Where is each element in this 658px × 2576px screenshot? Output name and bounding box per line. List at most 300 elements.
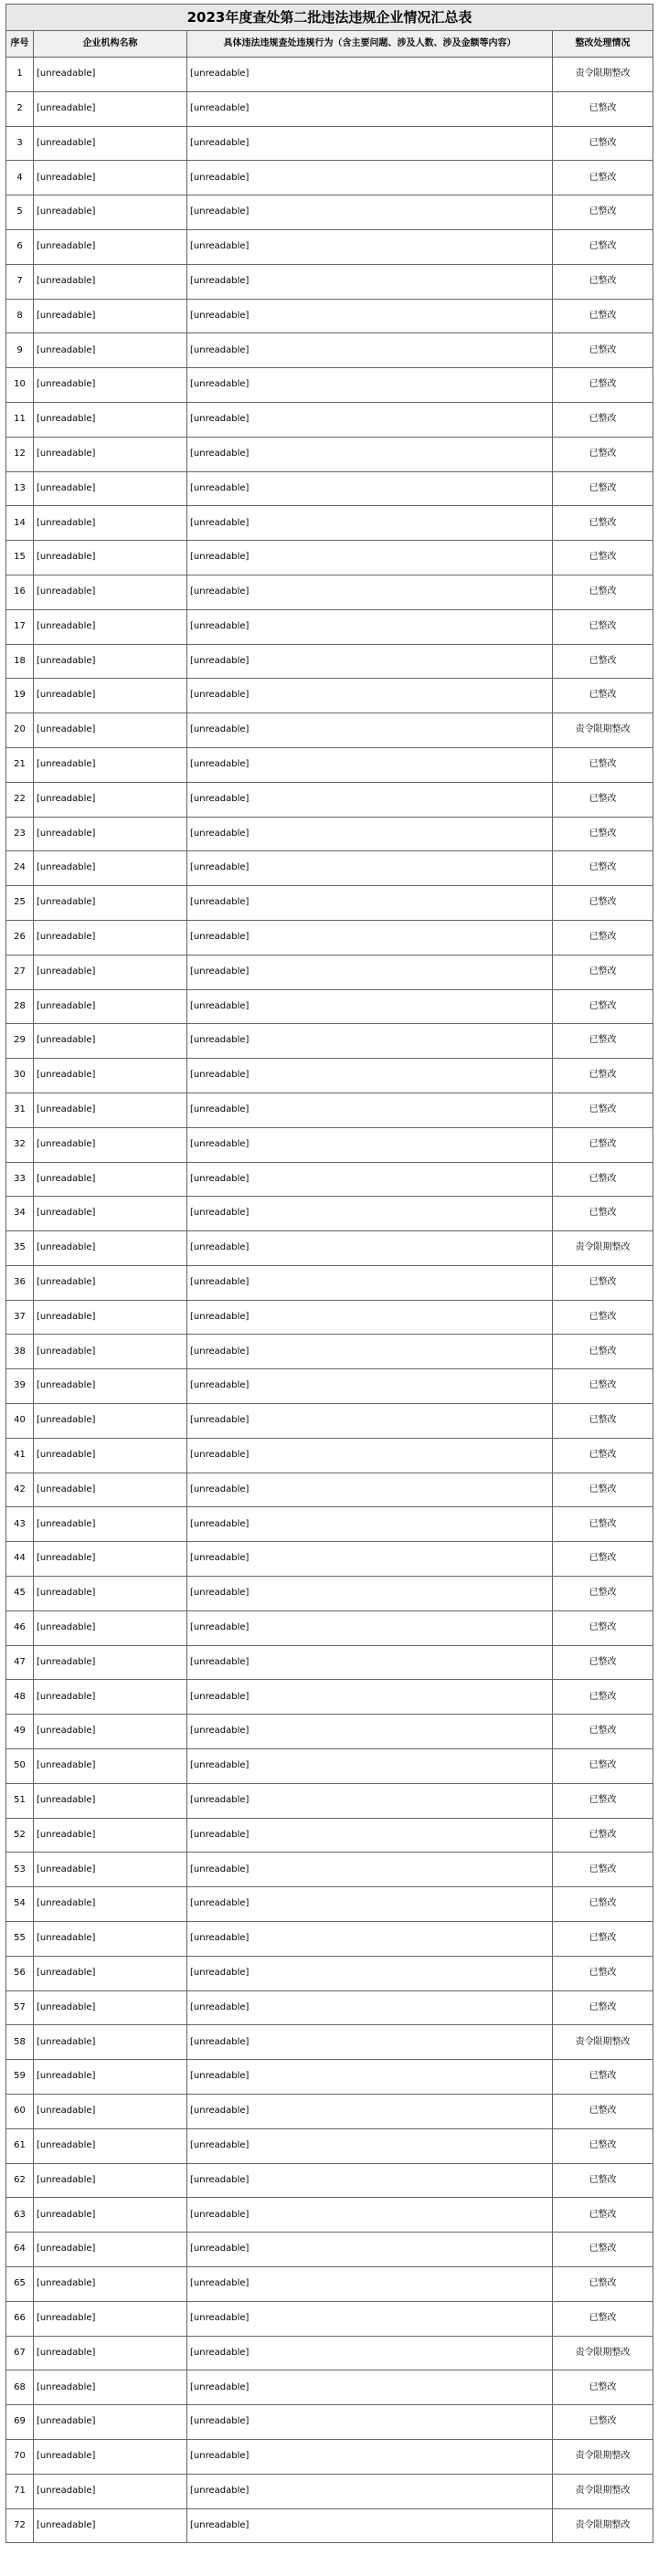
row-org: [unreadable]: [34, 2370, 187, 2405]
row-index: 27: [6, 955, 34, 989]
row-desc: [unreadable]: [187, 1369, 553, 1404]
row-index: 17: [6, 609, 34, 644]
row-org: [unreadable]: [34, 920, 187, 955]
row-index: 28: [6, 989, 34, 1024]
table-row: [6, 1990, 653, 2025]
row-desc: [unreadable]: [187, 644, 553, 679]
row-desc: [unreadable]: [187, 1335, 553, 1369]
row-index: 23: [6, 817, 34, 851]
row-status: 已整改: [553, 1749, 653, 1784]
row-status: 已整改: [553, 2267, 653, 2302]
row-org: [unreadable]: [34, 1059, 187, 1093]
table-row: [6, 955, 653, 989]
row-index: 69: [6, 2405, 34, 2440]
row-desc: [unreadable]: [187, 782, 553, 817]
table-row: [6, 2301, 653, 2336]
row-status: 已整改: [553, 264, 653, 299]
table-row: [6, 1369, 653, 1404]
row-desc: [unreadable]: [187, 1680, 553, 1715]
row-org: [unreadable]: [34, 541, 187, 575]
row-status: 已整改: [553, 1369, 653, 1404]
row-desc: [unreadable]: [187, 1265, 553, 1300]
table-row: [6, 2370, 653, 2405]
row-org: [unreadable]: [34, 575, 187, 609]
row-desc: [unreadable]: [187, 1749, 553, 1784]
row-org: [unreadable]: [34, 195, 187, 230]
table-row: [6, 1197, 653, 1231]
row-status: 已整改: [553, 886, 653, 921]
row-desc: [unreadable]: [187, 1127, 553, 1162]
row-status: 已整改: [553, 782, 653, 817]
row-status: 责令限期整改: [553, 2336, 653, 2370]
row-desc: [unreadable]: [187, 2198, 553, 2233]
row-status: 已整改: [553, 609, 653, 644]
row-desc: [unreadable]: [187, 2128, 553, 2163]
row-status: 已整改: [553, 747, 653, 782]
row-index: 9: [6, 333, 34, 368]
row-status: 已整改: [553, 1197, 653, 1231]
table-row: [6, 713, 653, 748]
table-row: [6, 1749, 653, 1784]
row-index: 62: [6, 2163, 34, 2198]
row-index: 52: [6, 1818, 34, 1853]
row-index: 64: [6, 2233, 34, 2267]
row-status: 已整改: [553, 1680, 653, 1715]
table-row: [6, 1162, 653, 1197]
row-index: 67: [6, 2336, 34, 2370]
row-index: 60: [6, 2095, 34, 2129]
header-row: [6, 31, 653, 58]
row-index: 40: [6, 1404, 34, 1439]
row-desc: [unreadable]: [187, 851, 553, 886]
row-org: [unreadable]: [34, 368, 187, 403]
row-status: 已整改: [553, 1404, 653, 1439]
row-desc: [unreadable]: [187, 437, 553, 471]
row-status: 已整改: [553, 1577, 653, 1611]
table-row: [6, 782, 653, 817]
row-org: [unreadable]: [34, 299, 187, 333]
row-status: 已整改: [553, 2095, 653, 2129]
table-row: [6, 1438, 653, 1473]
row-org: [unreadable]: [34, 747, 187, 782]
table-row: [6, 58, 653, 92]
row-index: 3: [6, 126, 34, 161]
row-desc: [unreadable]: [187, 1956, 553, 1990]
table-row: [6, 1093, 653, 1127]
row-org: [unreadable]: [34, 989, 187, 1024]
row-status: 已整改: [553, 2128, 653, 2163]
row-status: 责令限期整改: [553, 2439, 653, 2474]
row-desc: [unreadable]: [187, 1853, 553, 1887]
row-desc: [unreadable]: [187, 506, 553, 541]
table-row: [6, 437, 653, 471]
row-status: 已整改: [553, 1507, 653, 1542]
row-desc: [unreadable]: [187, 541, 553, 575]
row-status: 已整改: [553, 1335, 653, 1369]
row-index: 37: [6, 1300, 34, 1335]
row-status: 已整改: [553, 2163, 653, 2198]
row-index: 1: [6, 58, 34, 92]
row-status: 已整改: [553, 195, 653, 230]
row-org: [unreadable]: [34, 955, 187, 989]
row-org: [unreadable]: [34, 1300, 187, 1335]
row-org: [unreadable]: [34, 2163, 187, 2198]
table-row: [6, 1577, 653, 1611]
row-index: 22: [6, 782, 34, 817]
row-desc: [unreadable]: [187, 2370, 553, 2405]
row-index: 31: [6, 1093, 34, 1127]
row-org: [unreadable]: [34, 2301, 187, 2336]
row-org: [unreadable]: [34, 2060, 187, 2095]
row-org: [unreadable]: [34, 1231, 187, 1266]
table-row: [6, 2336, 653, 2370]
row-status: 已整改: [553, 506, 653, 541]
row-status: 已整改: [553, 1300, 653, 1335]
table-row: [6, 1473, 653, 1507]
row-org: [unreadable]: [34, 1127, 187, 1162]
row-index: 20: [6, 713, 34, 748]
row-status: 已整改: [553, 2405, 653, 2440]
row-status: 已整改: [553, 1127, 653, 1162]
row-org: [unreadable]: [34, 1577, 187, 1611]
row-status: 已整改: [553, 1059, 653, 1093]
row-desc: [unreadable]: [187, 575, 553, 609]
row-desc: [unreadable]: [187, 2405, 553, 2440]
row-index: 61: [6, 2128, 34, 2163]
row-org: [unreadable]: [34, 1265, 187, 1300]
table-row: [6, 91, 653, 126]
row-index: 72: [6, 2508, 34, 2543]
row-org: [unreadable]: [34, 1990, 187, 2025]
row-status: 已整改: [553, 955, 653, 989]
row-status: 责令限期整改: [553, 2025, 653, 2060]
row-org: [unreadable]: [34, 886, 187, 921]
row-org: [unreadable]: [34, 1680, 187, 1715]
table-row: [6, 1300, 653, 1335]
row-desc: [unreadable]: [187, 1645, 553, 1680]
row-index: 5: [6, 195, 34, 230]
table-row: [6, 1610, 653, 1645]
row-status: 已整改: [553, 920, 653, 955]
row-org: [unreadable]: [34, 1542, 187, 1577]
row-desc: [unreadable]: [187, 2163, 553, 2198]
row-index: 46: [6, 1610, 34, 1645]
row-status: 已整改: [553, 2060, 653, 2095]
row-index: 63: [6, 2198, 34, 2233]
row-index: 14: [6, 506, 34, 541]
row-index: 59: [6, 2060, 34, 2095]
row-index: 4: [6, 161, 34, 195]
row-desc: [unreadable]: [187, 2267, 553, 2302]
row-desc: [unreadable]: [187, 2508, 553, 2543]
row-org: [unreadable]: [34, 1749, 187, 1784]
row-index: 71: [6, 2474, 34, 2508]
table-row: [6, 1265, 653, 1300]
row-status: 已整改: [553, 471, 653, 506]
row-status: 已整改: [553, 1715, 653, 1749]
row-desc: [unreadable]: [187, 58, 553, 92]
row-org: [unreadable]: [34, 1093, 187, 1127]
row-status: 已整改: [553, 644, 653, 679]
row-status: 已整改: [553, 161, 653, 195]
row-desc: [unreadable]: [187, 679, 553, 713]
row-status: 已整改: [553, 1473, 653, 1507]
row-status: 已整改: [553, 2233, 653, 2267]
table-row: [6, 1956, 653, 1990]
table-row: [6, 2267, 653, 2302]
row-status: 已整改: [553, 1265, 653, 1300]
row-index: 49: [6, 1715, 34, 1749]
row-org: [unreadable]: [34, 1024, 187, 1059]
table-row: [6, 747, 653, 782]
row-status: 已整改: [553, 2198, 653, 2233]
row-desc: [unreadable]: [187, 126, 553, 161]
header-desc: 具体违法违规查处违规行为（含主要问题、涉及人数、涉及金额等内容）: [187, 31, 553, 58]
row-desc: [unreadable]: [187, 989, 553, 1024]
table-row: [6, 368, 653, 403]
row-org: [unreadable]: [34, 1473, 187, 1507]
table-row: [6, 161, 653, 195]
row-desc: [unreadable]: [187, 2439, 553, 2474]
table-row: [6, 541, 653, 575]
row-desc: [unreadable]: [187, 1300, 553, 1335]
row-desc: [unreadable]: [187, 2095, 553, 2129]
row-status: 责令限期整改: [553, 58, 653, 92]
row-desc: [unreadable]: [187, 402, 553, 437]
header-status: 整改处理情况: [553, 31, 653, 58]
row-index: 70: [6, 2439, 34, 2474]
row-desc: [unreadable]: [187, 264, 553, 299]
table-row: [6, 1507, 653, 1542]
table-row: [6, 126, 653, 161]
row-index: 43: [6, 1507, 34, 1542]
row-org: [unreadable]: [34, 2128, 187, 2163]
row-status: 已整改: [553, 1610, 653, 1645]
row-org: [unreadable]: [34, 1438, 187, 1473]
row-index: 33: [6, 1162, 34, 1197]
table-row: [6, 1127, 653, 1162]
table-row: [6, 851, 653, 886]
row-desc: [unreadable]: [187, 817, 553, 851]
table-row: [6, 195, 653, 230]
row-org: [unreadable]: [34, 1818, 187, 1853]
table-row: [6, 2163, 653, 2198]
table-row: [6, 333, 653, 368]
row-desc: [unreadable]: [187, 1542, 553, 1577]
row-desc: [unreadable]: [187, 333, 553, 368]
row-desc: [unreadable]: [187, 195, 553, 230]
row-desc: [unreadable]: [187, 1715, 553, 1749]
row-index: 56: [6, 1956, 34, 1990]
row-index: 66: [6, 2301, 34, 2336]
row-org: [unreadable]: [34, 1197, 187, 1231]
header-idx: 序号: [6, 31, 34, 58]
row-index: 32: [6, 1127, 34, 1162]
row-desc: [unreadable]: [187, 1507, 553, 1542]
table-row: [6, 264, 653, 299]
table-row: [6, 1680, 653, 1715]
row-desc: [unreadable]: [187, 2336, 553, 2370]
row-org: [unreadable]: [34, 2198, 187, 2233]
table-row: [6, 1783, 653, 1818]
row-org: [unreadable]: [34, 782, 187, 817]
row-status: 已整改: [553, 575, 653, 609]
table-row: [6, 2474, 653, 2508]
row-desc: [unreadable]: [187, 1093, 553, 1127]
row-index: 11: [6, 402, 34, 437]
row-index: 55: [6, 1922, 34, 1957]
row-status: 已整改: [553, 851, 653, 886]
row-org: [unreadable]: [34, 402, 187, 437]
row-org: [unreadable]: [34, 1887, 187, 1922]
row-org: [unreadable]: [34, 1853, 187, 1887]
row-index: 16: [6, 575, 34, 609]
row-status: 已整改: [553, 1922, 653, 1957]
row-org: [unreadable]: [34, 161, 187, 195]
row-desc: [unreadable]: [187, 161, 553, 195]
row-status: 责令限期整改: [553, 2474, 653, 2508]
row-status: 已整改: [553, 1783, 653, 1818]
row-org: [unreadable]: [34, 437, 187, 471]
violations-table: [5, 4, 653, 2543]
row-index: 25: [6, 886, 34, 921]
table-row: [6, 989, 653, 1024]
row-status: 已整改: [553, 126, 653, 161]
row-status: 已整改: [553, 1645, 653, 1680]
row-desc: [unreadable]: [187, 1818, 553, 1853]
row-status: 已整改: [553, 333, 653, 368]
row-desc: [unreadable]: [187, 229, 553, 264]
row-org: [unreadable]: [34, 2405, 187, 2440]
row-index: 39: [6, 1369, 34, 1404]
row-status: 已整改: [553, 2301, 653, 2336]
row-org: [unreadable]: [34, 333, 187, 368]
row-org: [unreadable]: [34, 58, 187, 92]
row-org: [unreadable]: [34, 713, 187, 748]
row-status: 已整改: [553, 2370, 653, 2405]
row-status: 已整改: [553, 229, 653, 264]
table-row: [6, 1645, 653, 1680]
row-org: [unreadable]: [34, 1404, 187, 1439]
row-index: 65: [6, 2267, 34, 2302]
row-desc: [unreadable]: [187, 1059, 553, 1093]
table-row: [6, 920, 653, 955]
table-row: [6, 229, 653, 264]
row-index: 35: [6, 1231, 34, 1266]
row-status: 已整改: [553, 1162, 653, 1197]
table-row: [6, 299, 653, 333]
row-desc: [unreadable]: [187, 1404, 553, 1439]
row-org: [unreadable]: [34, 2336, 187, 2370]
row-desc: [unreadable]: [187, 368, 553, 403]
table-row: [6, 2025, 653, 2060]
row-status: 已整改: [553, 1853, 653, 1887]
row-index: 30: [6, 1059, 34, 1093]
table-row: [6, 1231, 653, 1266]
row-index: 51: [6, 1783, 34, 1818]
row-index: 8: [6, 299, 34, 333]
row-org: [unreadable]: [34, 2233, 187, 2267]
table-row: [6, 1404, 653, 1439]
row-org: [unreadable]: [34, 229, 187, 264]
row-status: 已整改: [553, 299, 653, 333]
row-index: 19: [6, 679, 34, 713]
table-body: [6, 58, 653, 2543]
table-row: [6, 575, 653, 609]
row-index: 44: [6, 1542, 34, 1577]
row-index: 47: [6, 1645, 34, 1680]
row-index: 36: [6, 1265, 34, 1300]
row-index: 6: [6, 229, 34, 264]
row-status: 已整改: [553, 368, 653, 403]
table-row: [6, 2060, 653, 2095]
row-status: 已整改: [553, 1542, 653, 1577]
table-row: [6, 1887, 653, 1922]
table-row: [6, 609, 653, 644]
row-desc: [unreadable]: [187, 920, 553, 955]
row-org: [unreadable]: [34, 2508, 187, 2543]
row-index: 21: [6, 747, 34, 782]
row-status: 已整改: [553, 1818, 653, 1853]
row-org: [unreadable]: [34, 2474, 187, 2508]
table-row: [6, 1922, 653, 1957]
row-index: 48: [6, 1680, 34, 1715]
row-org: [unreadable]: [34, 1715, 187, 1749]
row-status: 已整改: [553, 1093, 653, 1127]
table-row: [6, 2233, 653, 2267]
table-row: [6, 2128, 653, 2163]
row-index: 54: [6, 1887, 34, 1922]
row-status: 已整改: [553, 817, 653, 851]
table-row: [6, 817, 653, 851]
row-status: 已整改: [553, 91, 653, 126]
table-row: [6, 2439, 653, 2474]
row-index: 15: [6, 541, 34, 575]
row-org: [unreadable]: [34, 91, 187, 126]
row-status: 已整改: [553, 1024, 653, 1059]
row-index: 53: [6, 1853, 34, 1887]
row-org: [unreadable]: [34, 264, 187, 299]
row-org: [unreadable]: [34, 644, 187, 679]
row-desc: [unreadable]: [187, 1473, 553, 1507]
row-desc: [unreadable]: [187, 1577, 553, 1611]
row-desc: [unreadable]: [187, 1887, 553, 1922]
row-status: 责令限期整改: [553, 1231, 653, 1266]
row-org: [unreadable]: [34, 2267, 187, 2302]
row-status: 已整改: [553, 679, 653, 713]
row-index: 7: [6, 264, 34, 299]
row-index: 18: [6, 644, 34, 679]
row-org: [unreadable]: [34, 679, 187, 713]
table-row: [6, 2198, 653, 2233]
table-row: [6, 2095, 653, 2129]
table-row: [6, 1542, 653, 1577]
table-row: [6, 644, 653, 679]
row-index: 68: [6, 2370, 34, 2405]
table-title: 2023年度查处第二批违法违规企业情况汇总表: [5, 4, 653, 30]
row-desc: [unreadable]: [187, 1610, 553, 1645]
table-row: [6, 1853, 653, 1887]
table-row: [6, 402, 653, 437]
row-status: 已整改: [553, 437, 653, 471]
row-org: [unreadable]: [34, 1956, 187, 1990]
row-index: 41: [6, 1438, 34, 1473]
row-status: 已整改: [553, 1990, 653, 2025]
row-index: 58: [6, 2025, 34, 2060]
row-org: [unreadable]: [34, 1645, 187, 1680]
row-status: 责令限期整改: [553, 713, 653, 748]
row-org: [unreadable]: [34, 506, 187, 541]
